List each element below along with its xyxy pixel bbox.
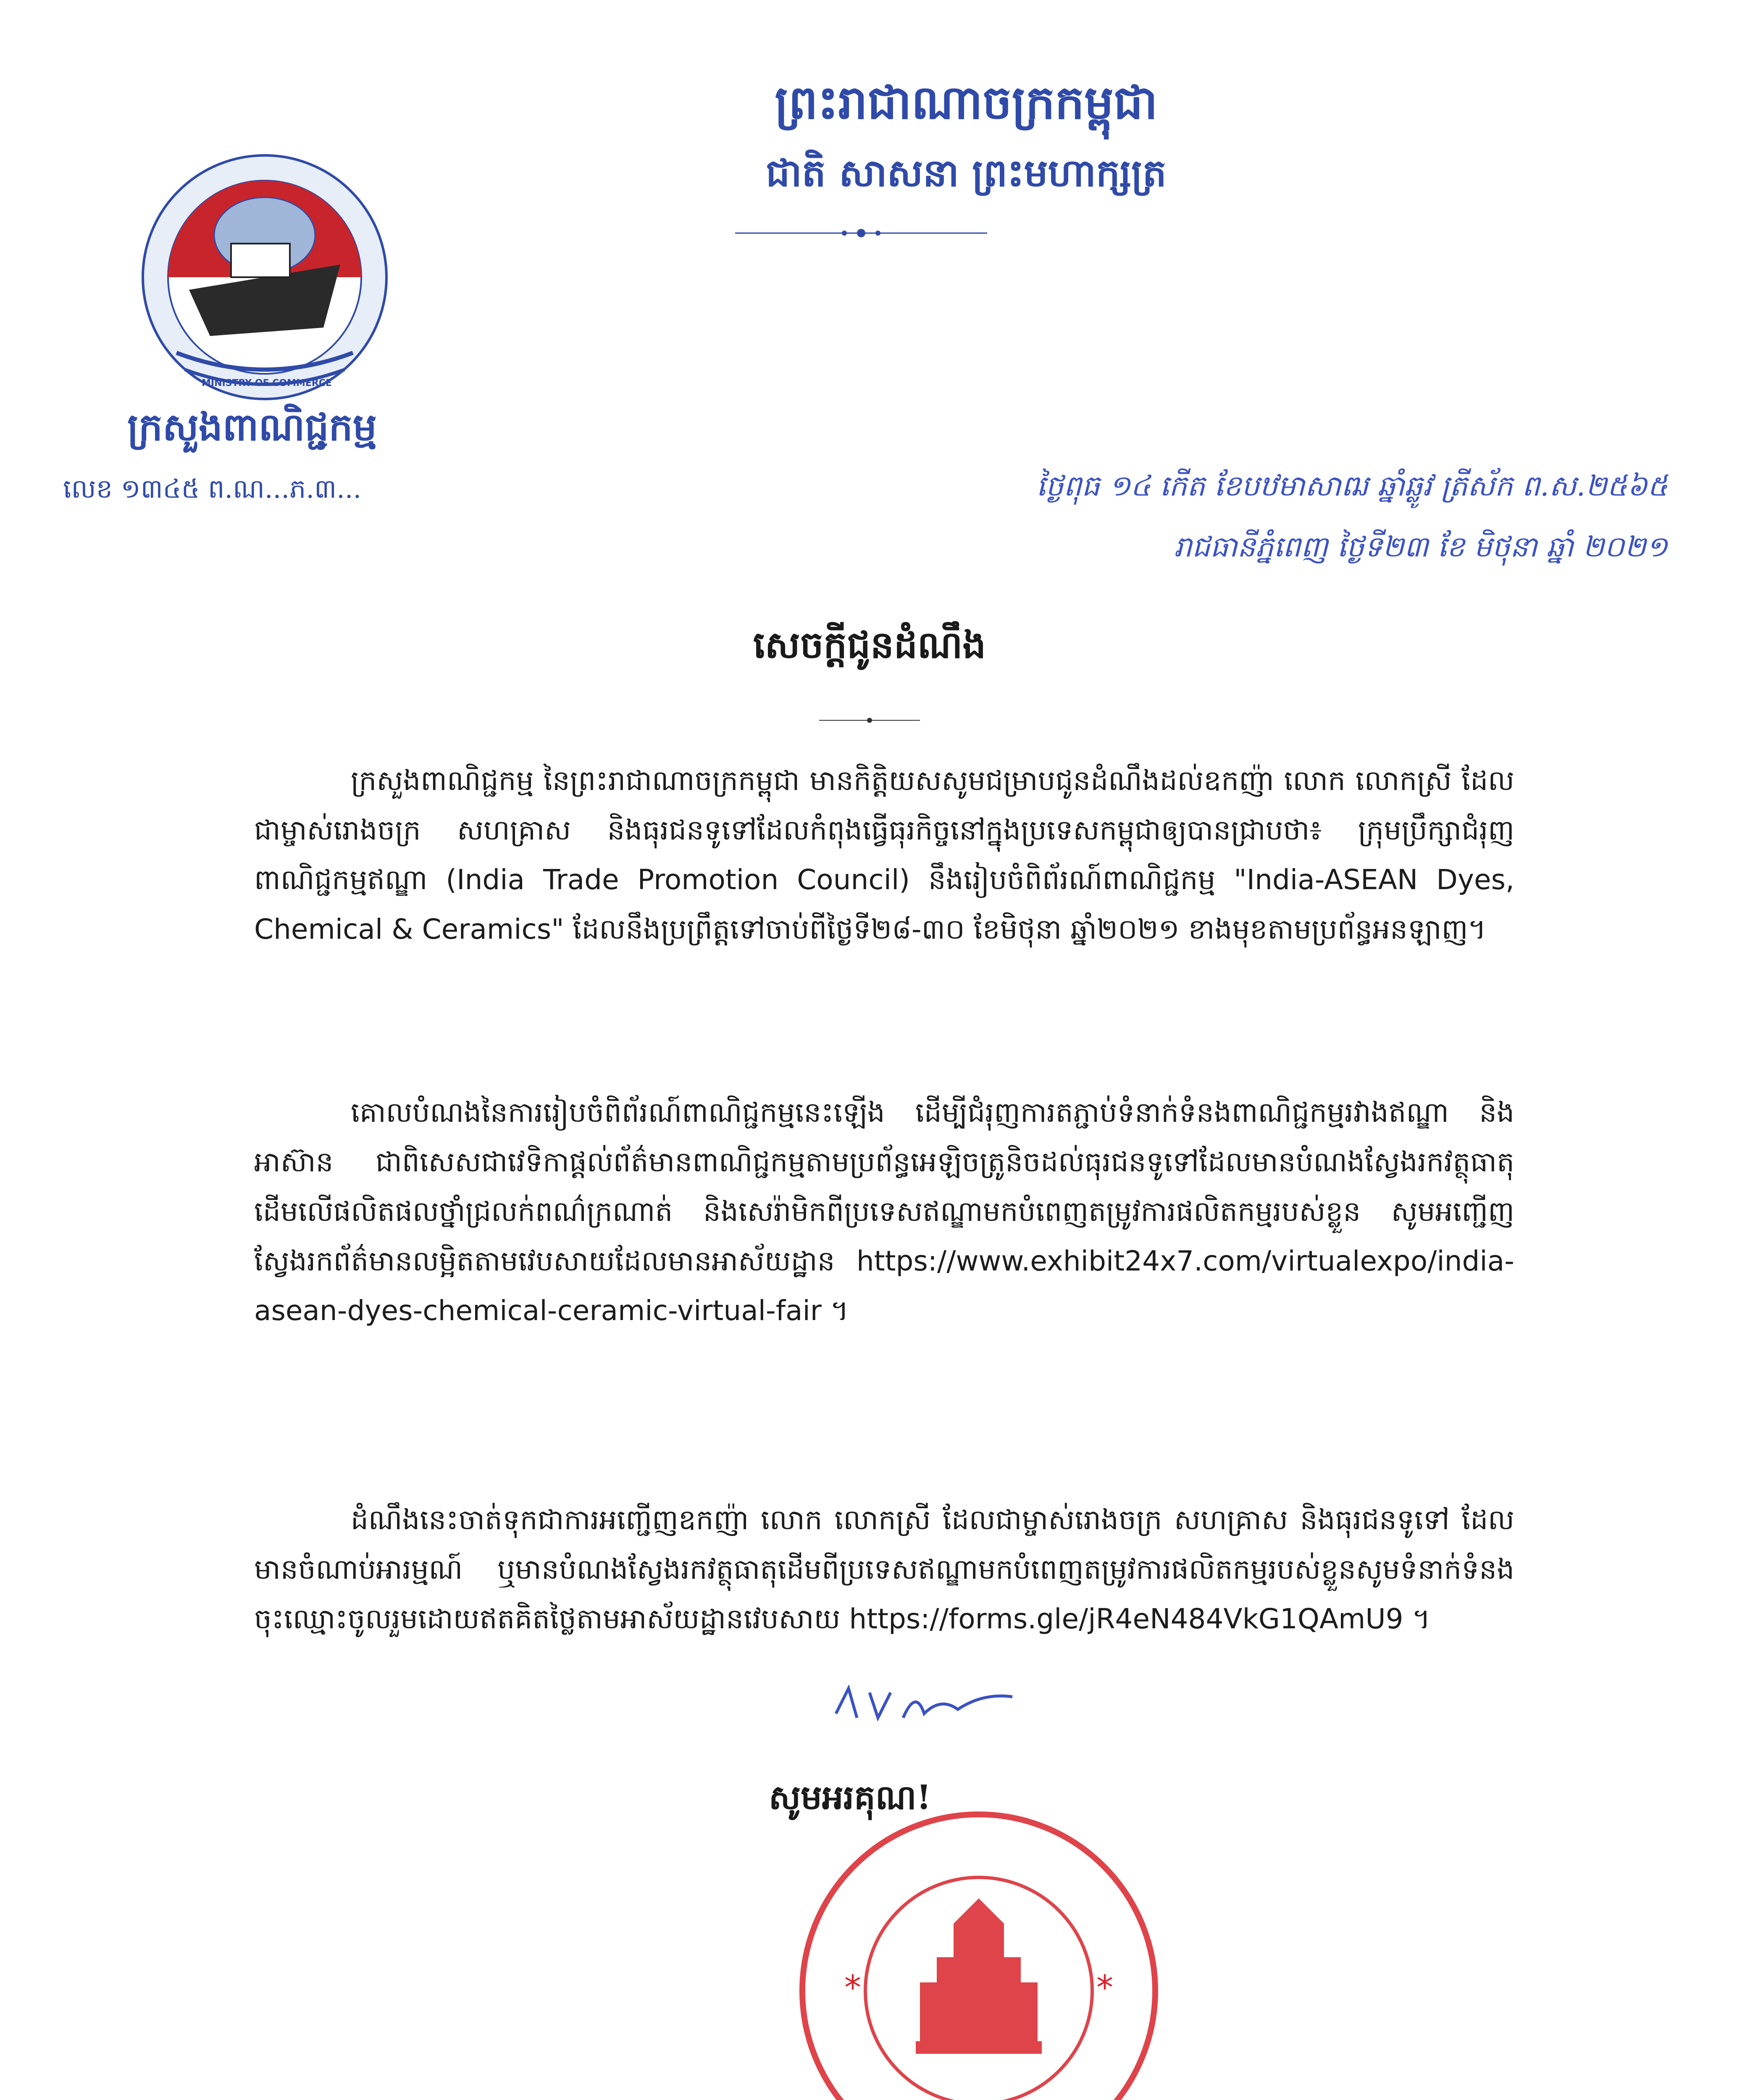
national-motto: ជាតិ សាសនា ព្រះមហាក្សត្រ bbox=[766, 151, 1167, 195]
paragraph-2: គោលបំណងនៃការរៀបចំពិព័រណ៍ពាណិជ្ជកម្មនេះឡើង ដើម្បីជំរុញការតភ្ជាប់ទំនាក់ទំនងពាណិជ្ជកម្មរវាងឥណ្ឌា និងអាស៊ាន ជាពិសេសជាវេទិកាផ្ដល់ព័ត៌មានពាណិជ្ជកម្មតាមប្រព័ន្ធអេឡិចត្រូនិចដល់ធុរជនទូទៅដែលមានបំណងស្វែងរកវត្ថុធាតុដើមលើផលិតផលថ្នាំជ្រលក់ពណ៌ក្រណាត់ និងសេរ៉ាមិកពីប្រទេសឥណ្ឌាមកបំពេញតម្រូវការផលិតកម្មរបស់ខ្លួន សូមអញ្ជើញស្វែងរកព័ត៌មានលម្អិតតាមវេបសាយដែលមានអាស័យដ្ឋាន https://www.exhibit24x7.com/virtualexpo/india-asean-dyes-chemical-ceramic-virtual-fair ។ bbox=[254, 1096, 1514, 1327]
solar-date: រាជធានីភ្នំពេញ ថ្ងៃទី២៣ ខែ មិថុនា ឆ្នាំ ២០២១ bbox=[1174, 530, 1668, 564]
document-title: សេចក្ដីជូនដំណឹង bbox=[753, 623, 986, 667]
title-ornament bbox=[819, 716, 920, 724]
paragraph-3: ដំណឹងនេះចាត់ទុកជាការអញ្ជើញឧកញ៉ា លោក លោកស្រី ដែលជាម្ចាស់រោងចក្រ សហគ្រាស និងធុរជនទូទៅ ដែលមានចំណាប់អារម្មណ៍ ឬមានបំណងស្វែងរកវត្ថុធាតុដើមពីប្រទេសឥណ្ឌាមកបំពេញតម្រូវការផលិតកម្មរបស់ខ្លួនសូមទំនាក់ទំនងចុះឈ្មោះចូលរួមដោយឥតគិតថ្លៃតាមអាស័យដ្ឋានវេបសាយ https://forms.gle/jR4eN484VkG1QAmU9 ។ bbox=[254, 1504, 1514, 1635]
ministry-name: ក្រសួងពាណិជ្ជកម្ម bbox=[127, 405, 377, 449]
lunar-date: ថ្ងៃពុធ ១៤ កើត ខែបឋមាសាឍ ឆ្នាំឆ្លូវ ត្រីស័ក ព.ស.២៥៦៥ bbox=[1036, 470, 1668, 503]
header-ornament bbox=[735, 227, 987, 239]
svg-text:*: * bbox=[844, 1968, 861, 2007]
kingdom-title: ព្រះរាជាណាចក្រកម្ពុជា bbox=[775, 75, 1158, 129]
ministry-logo bbox=[139, 151, 391, 403]
closing-text: សូមអរគុណ! bbox=[769, 1777, 931, 1817]
paragraph-1: ក្រសួងពាណិជ្ជកម្ម នៃព្រះរាជាណាចក្រកម្ពុជា មានកិត្តិយសសូមជម្រាបជូនដំណឹងដល់ឧកញ៉ា លោក លោកស្រី ដែលជាម្ចាស់រោងចក្រ សហគ្រាស និងធុរជនទូទៅដែលកំពុងធ្វើធុរកិច្ចនៅក្នុងប្រទេសកម្ពុជាឲ្យបានជ្រាបថា៖ ក្រុមប្រឹក្សាជំរុញពាណិជ្ជកម្មឥណ្ឌា (India Trade Promotion Council) នឹងរៀបចំពិព័រណ៍ពាណិជ្ជកម្ម "India-ASEAN Dyes, Chemical & Ceramics" ដែលនឹងប្រព្រឹត្តទៅចាប់ពីថ្ងៃទី២៨-៣០ ខែមិថុនា ឆ្នាំ២០២១ ខាងមុខតាមប្រព័ន្ធអនឡាញ។ bbox=[254, 764, 1514, 945]
svg-text:*: * bbox=[1096, 1968, 1113, 2007]
official-seal bbox=[794, 1806, 1164, 2100]
reference-number: លេខ ១៣៤៥ ព.ណ...ភ.៣... bbox=[63, 473, 362, 504]
logo-ring-text: MINISTRY OF COMMERCE bbox=[201, 378, 332, 388]
handwritten-initials bbox=[832, 1680, 1017, 1730]
